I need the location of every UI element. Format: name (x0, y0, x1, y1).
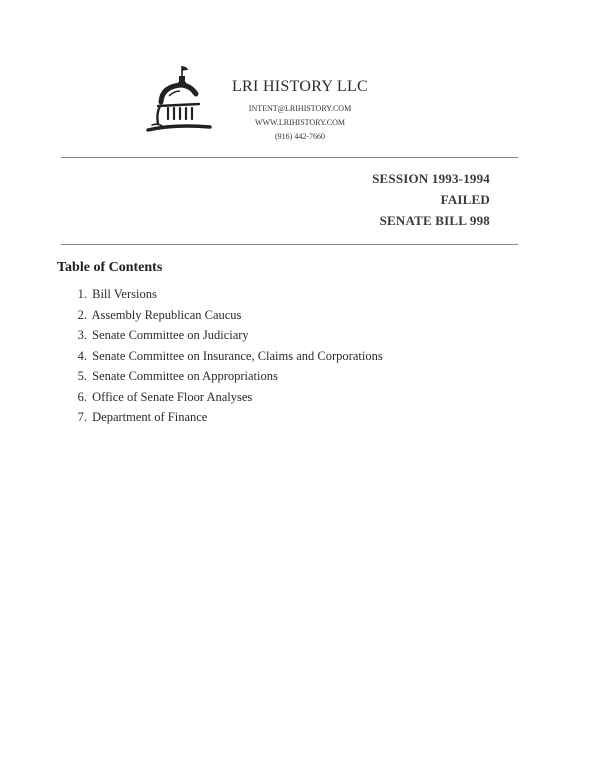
toc-item-number: 2. (77, 307, 87, 322)
toc-item-label: Bill Versions (92, 287, 157, 301)
toc-item-number: 1. (77, 287, 87, 301)
company-name: LRI HISTORY LLC (231, 78, 369, 95)
toc-item[interactable] (67, 387, 383, 408)
company-header (220, 78, 380, 144)
company-phone: (916) 442-7660 (275, 132, 325, 141)
toc-item[interactable] (67, 366, 383, 387)
session-label: SESSION 1993-1994 (372, 171, 490, 186)
status-label: FAILED (440, 192, 490, 207)
capitol-dome-logo (144, 64, 214, 140)
toc-list (67, 284, 383, 428)
toc-item-number: 3. (77, 328, 87, 342)
section-divider (61, 244, 518, 245)
bill-name: SENATE BILL 998 (379, 213, 490, 228)
toc-item-label: Assembly Republican Caucus (91, 307, 242, 322)
toc-item[interactable] (67, 346, 383, 367)
toc-title: Table of Contents (57, 260, 163, 275)
toc-item-label: Office of Senate Floor Analyses (92, 389, 253, 404)
bill-info (372, 168, 490, 231)
toc-item-number: 5. (77, 369, 87, 383)
toc-item[interactable] (67, 284, 383, 305)
toc-item-label: Senate Committee on Insurance, Claims and Corporations (92, 348, 383, 363)
toc-item-label: Senate Committee on Judiciary (92, 328, 249, 342)
toc-item[interactable] (67, 305, 383, 326)
toc-item-number: 7. (77, 410, 87, 424)
company-email: INTENT@LRIHISTORY.COM (248, 104, 352, 113)
toc-item-label: Department of Finance (92, 410, 208, 424)
toc-item-number: 6. (77, 389, 87, 404)
header-divider (61, 157, 518, 158)
toc-item[interactable] (67, 407, 383, 428)
toc-item[interactable] (67, 325, 383, 346)
company-website: WWW.LRIHISTORY.COM (254, 118, 346, 127)
toc-item-label: Senate Committee on Appropriations (92, 369, 278, 383)
toc-item-number: 4. (77, 348, 87, 363)
